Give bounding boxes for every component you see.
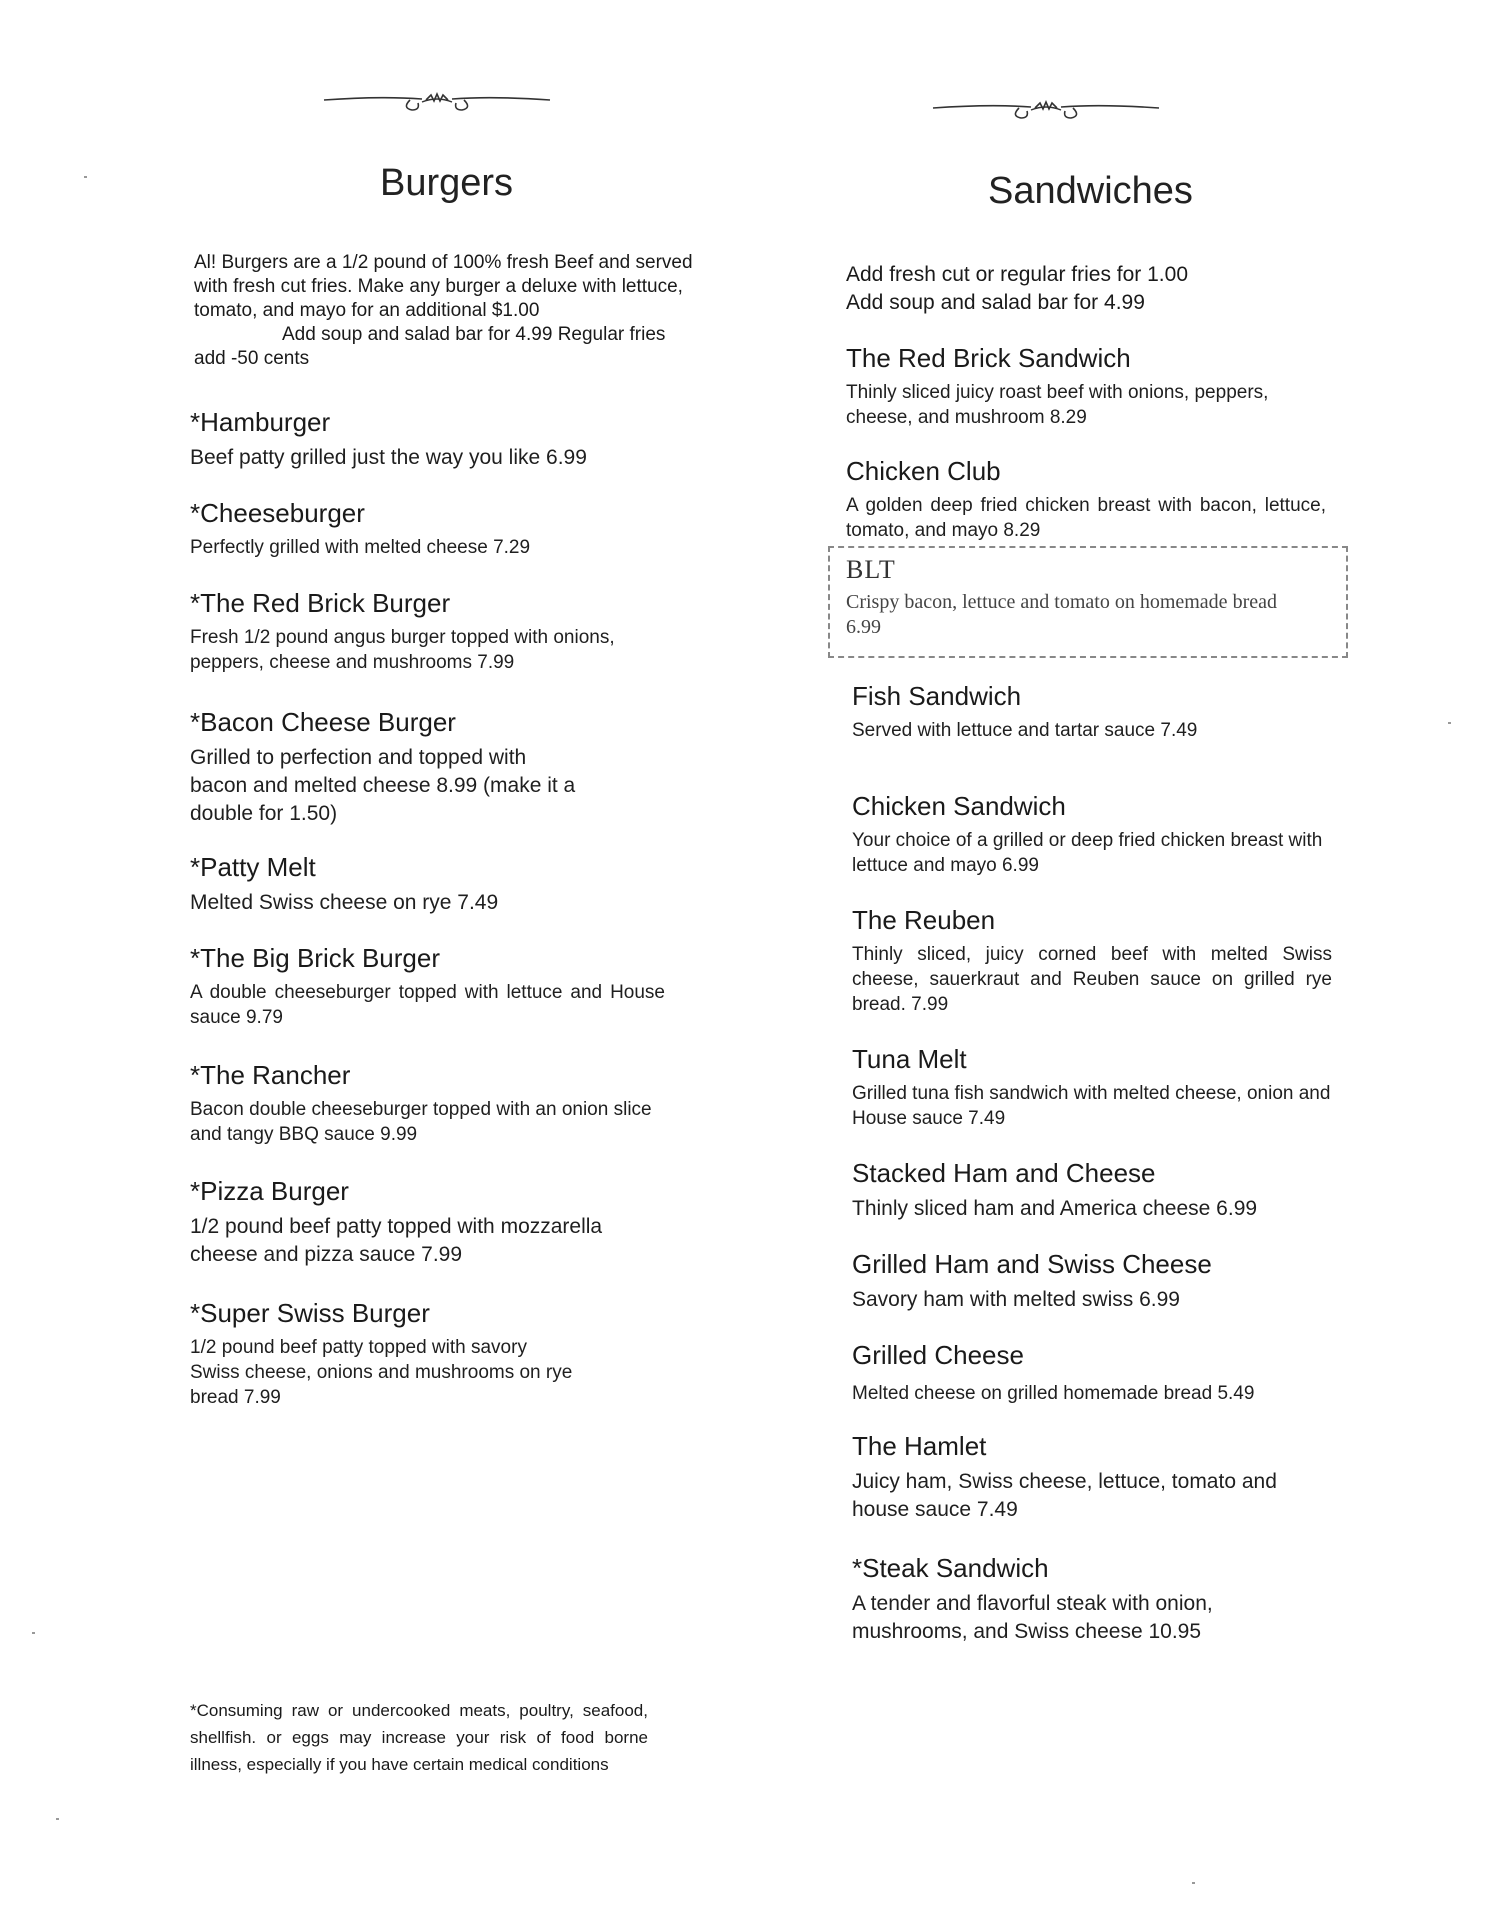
item-description: Thinly sliced juicy roast beef with onions, peppers, cheese, and mushroom 8.29 xyxy=(846,382,1269,428)
burgers-intro xyxy=(194,251,730,371)
menu-item-blt xyxy=(828,546,1348,658)
item-description: Juicy ham, Swiss cheese, lettuce, tomato and house sauce 7.49 xyxy=(852,1470,1277,1521)
item-name: *Steak Sandwich xyxy=(852,1553,1049,1583)
item-description: Thinly sliced, juicy corned beef with melted Swiss cheese, sauerkraut and Reuben sauce on grilled rye bread. 7.99 xyxy=(852,944,1332,1015)
item-description: 1/2 pound beef patty topped with savory Swiss cheese, onions and mushrooms on rye bread 7.99 xyxy=(190,1337,573,1408)
item-description: A tender and flavorful steak with onion, mushrooms, and Swiss cheese 10.95 xyxy=(852,1592,1213,1643)
item-description: A golden deep fried chicken breast with bacon, lettuce, tomato, and mayo 8.29 xyxy=(846,495,1326,541)
burgers-intro-line-2: Add soup and salad bar for 4.99 Regular fries xyxy=(282,324,666,345)
item-name: The Reuben xyxy=(852,905,996,935)
scan-speck xyxy=(1192,1882,1195,1884)
item-name: *Pizza Burger xyxy=(190,1176,349,1206)
menu-item-stacked-ham-and-cheese xyxy=(852,1157,1332,1223)
menu-item-hamburger xyxy=(190,406,730,472)
scroll-ornament-icon xyxy=(322,86,552,112)
raw-food-disclaimer: *Consuming raw or undercooked meats, poultry, seafood, shellfish. or eggs may increase your risk of food borne illness, especially if you have certain medical conditions xyxy=(190,1701,648,1774)
menu-item-cheeseburger xyxy=(190,497,730,560)
item-description: Melted cheese on grilled homemade bread 5.49 xyxy=(852,1383,1255,1404)
item-description: A double cheeseburger topped with lettuce and House sauce 9.79 xyxy=(190,982,665,1028)
menu-item-big-brick-burger xyxy=(190,942,665,1030)
burgers-intro-line-3: add -50 cents xyxy=(194,348,310,369)
menu-item-reuben xyxy=(852,904,1332,1017)
item-description: Fresh 1/2 pound angus burger topped with onions, peppers, cheese and mushrooms 7.99 xyxy=(190,627,615,673)
menu-item-rancher xyxy=(190,1059,680,1147)
item-description: Melted Swiss cheese on rye 7.49 xyxy=(190,891,499,914)
item-description: Grilled tuna fish sandwich with melted cheese, onion and House sauce 7.49 xyxy=(852,1083,1331,1129)
item-name: BLT xyxy=(846,555,896,584)
item-description: Your choice of a grilled or deep fried chicken breast with lettuce and mayo 6.99 xyxy=(852,830,1323,876)
item-description: Crispy bacon, lettuce and tomato on homemade bread 6.99 xyxy=(846,591,1277,638)
menu-item-grilled-cheese xyxy=(852,1339,1332,1406)
menu-item-pizza-burger xyxy=(190,1175,670,1269)
item-name: Chicken Sandwich xyxy=(852,791,1066,821)
scroll-ornament-icon xyxy=(931,94,1161,120)
item-name: The Red Brick Sandwich xyxy=(846,343,1131,373)
menu-item-fish-sandwich xyxy=(852,680,1332,743)
menu-item-chicken-sandwich xyxy=(852,790,1332,878)
item-description: Beef patty grilled just the way you like 6.99 xyxy=(190,446,587,469)
item-description: Thinly sliced ham and America cheese 6.99 xyxy=(852,1197,1258,1220)
menu-item-chicken-club xyxy=(846,455,1326,543)
sandwiches-intro-line-1: Add fresh cut or regular fries for 1.00 xyxy=(846,263,1188,286)
item-description: Savory ham with melted swiss 6.99 xyxy=(852,1288,1180,1311)
item-name: Chicken Club xyxy=(846,456,1001,486)
menu-item-red-brick-burger xyxy=(190,587,680,675)
scan-speck xyxy=(1448,722,1451,724)
menu-item-grilled-ham-and-swiss xyxy=(852,1248,1332,1314)
menu-item-bacon-cheese-burger xyxy=(190,706,580,828)
item-name: Grilled Ham and Swiss Cheese xyxy=(852,1249,1212,1279)
menu-item-hamlet xyxy=(852,1430,1322,1524)
item-name: *Patty Melt xyxy=(190,852,316,882)
item-name: *Cheeseburger xyxy=(190,498,365,528)
item-name: Tuna Melt xyxy=(852,1044,967,1074)
item-description: Grilled to perfection and topped with bacon and melted cheese 8.99 (make it a double for 1.50) xyxy=(190,746,576,825)
item-name: *The Rancher xyxy=(190,1060,351,1090)
item-name: Grilled Cheese xyxy=(852,1340,1024,1370)
scan-speck xyxy=(56,1818,59,1820)
item-description: Perfectly grilled with melted cheese 7.29 xyxy=(190,537,531,558)
item-description: 1/2 pound beef patty topped with mozzarella cheese and pizza sauce 7.99 xyxy=(190,1215,603,1266)
menu-item-steak-sandwich xyxy=(852,1552,1302,1646)
burgers-intro-line-1: Al! Burgers are a 1/2 pound of 100% fresh Beef and served with fresh cut fries. Make any burger a deluxe with lettuce, tomato, and mayo for an additional $1.00 xyxy=(194,252,693,321)
item-name: *Hamburger xyxy=(190,407,331,437)
item-name: Fish Sandwich xyxy=(852,681,1022,711)
menu-item-red-brick-sandwich xyxy=(846,342,1326,430)
scan-speck xyxy=(32,1632,35,1634)
sandwiches-intro-line-2: Add soup and salad bar for 4.99 xyxy=(846,291,1145,314)
sandwiches-title: Sandwiches xyxy=(988,170,1193,212)
item-name: *The Red Brick Burger xyxy=(190,588,451,618)
burgers-title: Burgers xyxy=(380,162,514,204)
scan-speck xyxy=(84,176,87,178)
item-name: *Bacon Cheese Burger xyxy=(190,707,456,737)
item-name: *Super Swiss Burger xyxy=(190,1298,430,1328)
item-description: Bacon double cheeseburger topped with an onion slice and tangy BBQ sauce 9.99 xyxy=(190,1099,652,1145)
item-name: Stacked Ham and Cheese xyxy=(852,1158,1156,1188)
menu-item-patty-melt xyxy=(190,851,730,917)
item-name: *The Big Brick Burger xyxy=(190,943,440,973)
menu-item-tuna-melt xyxy=(852,1043,1342,1131)
sandwiches-intro xyxy=(846,261,1326,317)
menu-item-super-swiss-burger xyxy=(190,1297,575,1410)
item-name: The Hamlet xyxy=(852,1431,987,1461)
item-description: Served with lettuce and tartar sauce 7.49 xyxy=(852,720,1198,741)
